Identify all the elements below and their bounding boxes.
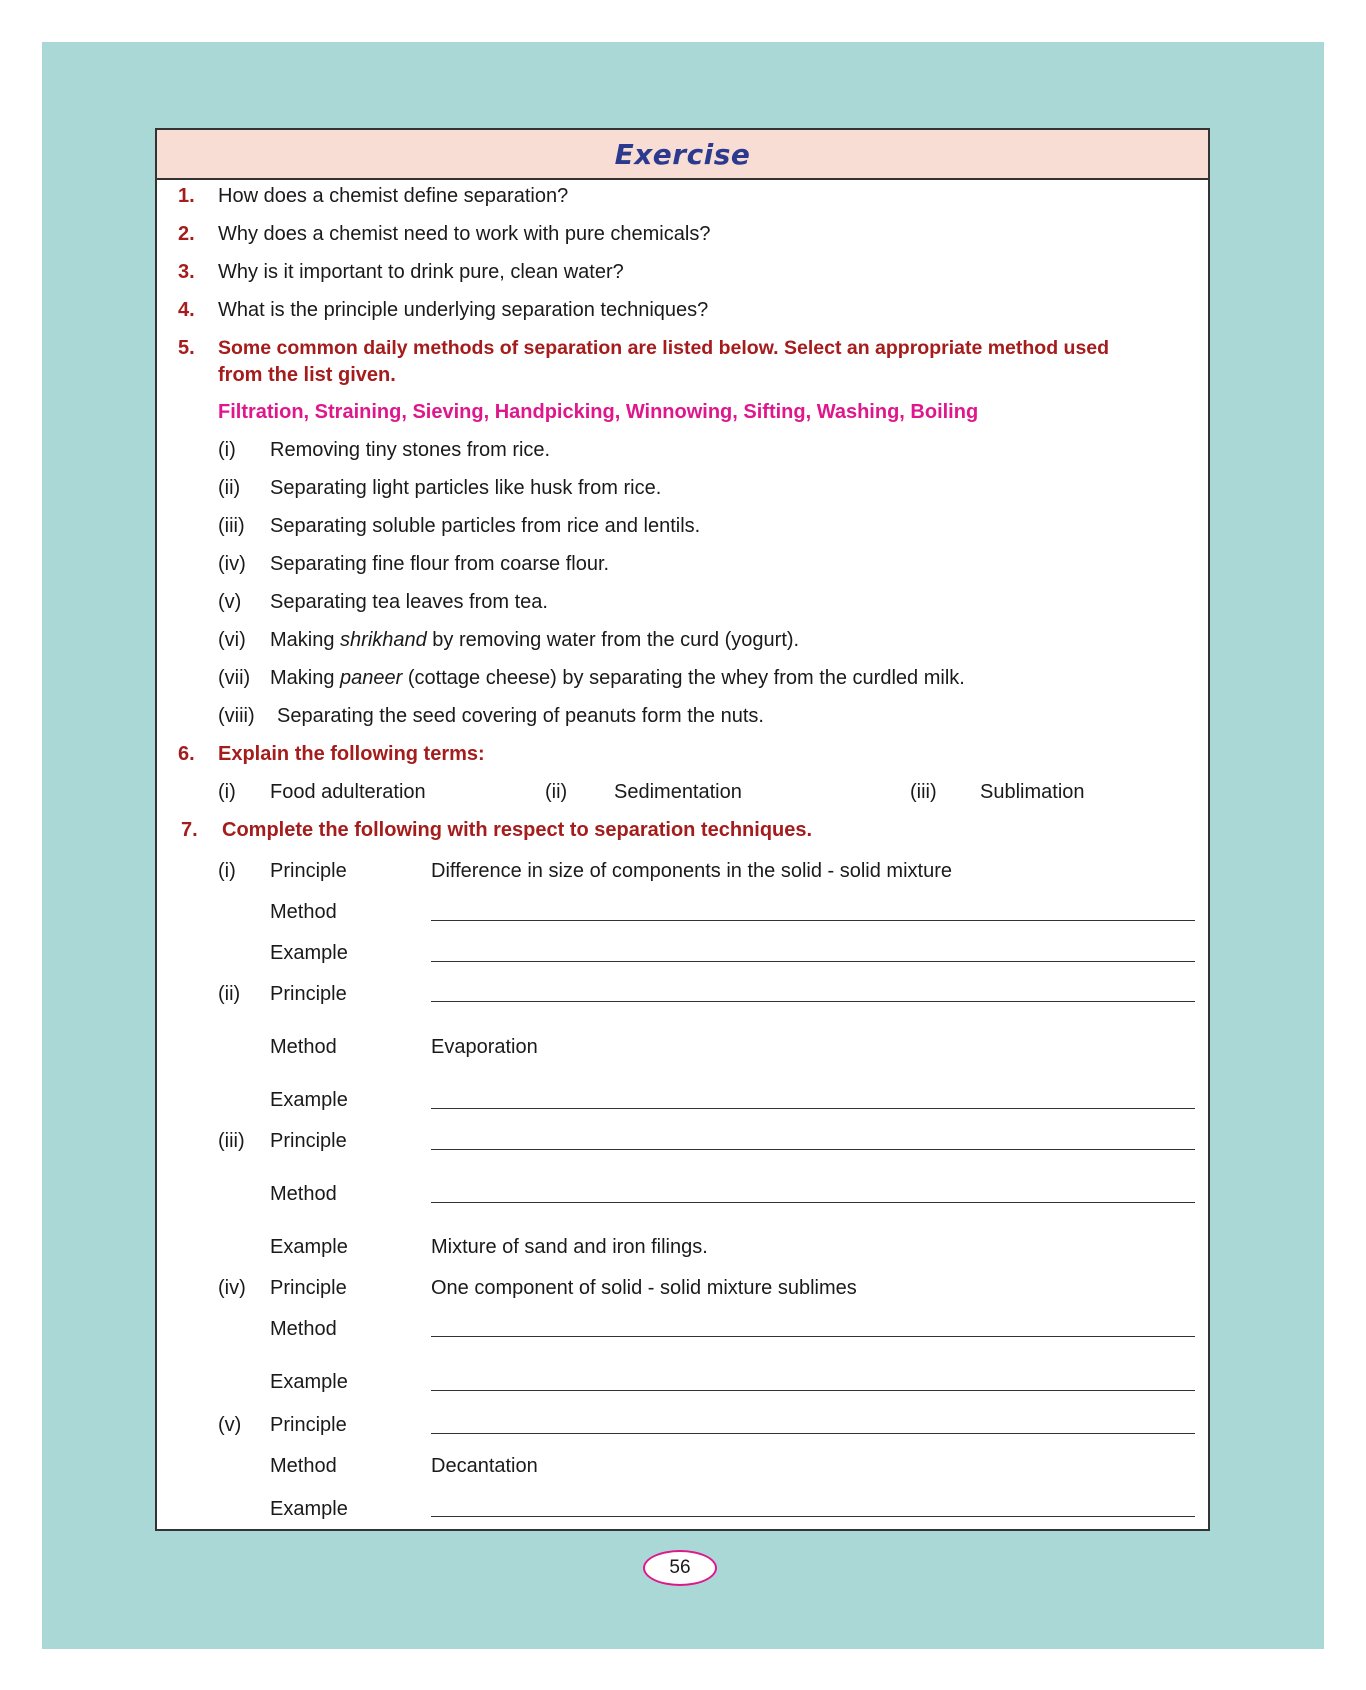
question-number: 7.: [181, 819, 198, 841]
principle-label: Principle: [270, 1277, 347, 1299]
principle-value: Difference in size of components in the solid - solid mixture: [431, 860, 952, 882]
sub-item-text: Separating light particles like husk from rice.: [270, 477, 662, 499]
example-label: Example: [270, 1371, 348, 1393]
example-value: Mixture of sand and iron filings.: [431, 1236, 708, 1258]
page-number: 56: [643, 1550, 717, 1586]
term-text: Sublimation: [980, 781, 1085, 803]
principle-label: Principle: [270, 983, 347, 1005]
example-answer-line[interactable]: [431, 1108, 1195, 1109]
method-value: Evaporation: [431, 1036, 538, 1058]
roman-numeral: (v): [218, 1414, 242, 1436]
method-answer-line[interactable]: [431, 920, 1195, 921]
example-answer-line[interactable]: [431, 1390, 1195, 1391]
roman-numeral: (viii): [218, 705, 255, 727]
roman-numeral: (vii): [218, 667, 251, 689]
sub-item-text: Removing tiny stones from rice.: [270, 439, 551, 461]
principle-answer-line[interactable]: [431, 1149, 1195, 1150]
roman-numeral: (ii): [218, 983, 241, 1005]
question-number: 4.: [178, 299, 195, 321]
method-label: Method: [270, 1318, 337, 1340]
sub-item-text: Separating tea leaves from tea.: [270, 591, 548, 613]
principle-answer-line[interactable]: [431, 1433, 1195, 1434]
question-text-cont: from the list given.: [218, 364, 396, 386]
roman-numeral: (i): [218, 439, 236, 461]
question-number: 6.: [178, 743, 195, 765]
term-text: Sedimentation: [614, 781, 742, 803]
question-text: Why does a chemist need to work with pure chemicals?: [218, 223, 711, 245]
question-number: 5.: [178, 337, 195, 359]
principle-label: Principle: [270, 860, 347, 882]
example-label: Example: [270, 1089, 348, 1111]
sub-item-text: Separating the seed covering of peanuts form the nuts.: [277, 705, 764, 727]
roman-numeral: (i): [218, 860, 236, 882]
term-text: Food adulteration: [270, 781, 426, 803]
sub-item-text: Separating soluble particles from rice and lentils.: [270, 515, 701, 537]
example-label: Example: [270, 1498, 348, 1520]
principle-label: Principle: [270, 1130, 347, 1152]
question-text: Explain the following terms:: [218, 743, 485, 765]
question-text: Complete the following with respect to separation techniques.: [222, 819, 813, 841]
principle-value: One component of solid - solid mixture sublimes: [431, 1277, 857, 1299]
example-label: Example: [270, 942, 348, 964]
roman-numeral: (v): [218, 591, 242, 613]
page-title: Exercise: [614, 137, 751, 171]
question-text: Some common daily methods of separation are listed below. Select an appropriate method used: [218, 337, 1110, 359]
exercise-header: [157, 130, 1208, 180]
example-answer-line[interactable]: [431, 1516, 1195, 1517]
roman-numeral: (ii): [218, 477, 241, 499]
method-label: Method: [270, 1455, 337, 1477]
question-text: Why is it important to drink pure, clean water?: [218, 261, 624, 283]
roman-numeral: (iv): [218, 1277, 246, 1299]
methods-list: Filtration, Straining, Sieving, Handpicking, Winnowing, Sifting, Washing, Boiling: [218, 401, 979, 423]
roman-numeral: (iii): [910, 781, 937, 803]
example-label: Example: [270, 1236, 348, 1258]
question-text: What is the principle underlying separation techniques?: [218, 299, 709, 321]
sub-item-text: Separating fine flour from coarse flour.: [270, 553, 610, 575]
question-number: 3.: [178, 261, 195, 283]
method-value: Decantation: [431, 1455, 538, 1477]
roman-numeral: (vi): [218, 629, 246, 651]
method-answer-line[interactable]: [431, 1336, 1195, 1337]
principle-label: Principle: [270, 1414, 347, 1436]
question-text: How does a chemist define separation?: [218, 185, 569, 207]
roman-numeral: (ii): [545, 781, 568, 803]
method-answer-line[interactable]: [431, 1202, 1195, 1203]
question-number: 2.: [178, 223, 195, 245]
sub-item-text: Making paneer (cottage cheese) by separating the whey from the curdled milk.: [270, 667, 965, 689]
sub-item-text: Making shrikhand by removing water from the curd (yogurt).: [270, 629, 800, 651]
question-number: 1.: [178, 185, 195, 207]
roman-numeral: (i): [218, 781, 236, 803]
method-label: Method: [270, 901, 337, 923]
roman-numeral: (iii): [218, 515, 245, 537]
method-label: Method: [270, 1183, 337, 1205]
principle-answer-line[interactable]: [431, 1001, 1195, 1002]
roman-numeral: (iii): [218, 1130, 245, 1152]
example-answer-line[interactable]: [431, 961, 1195, 962]
method-label: Method: [270, 1036, 337, 1058]
roman-numeral: (iv): [218, 553, 246, 575]
